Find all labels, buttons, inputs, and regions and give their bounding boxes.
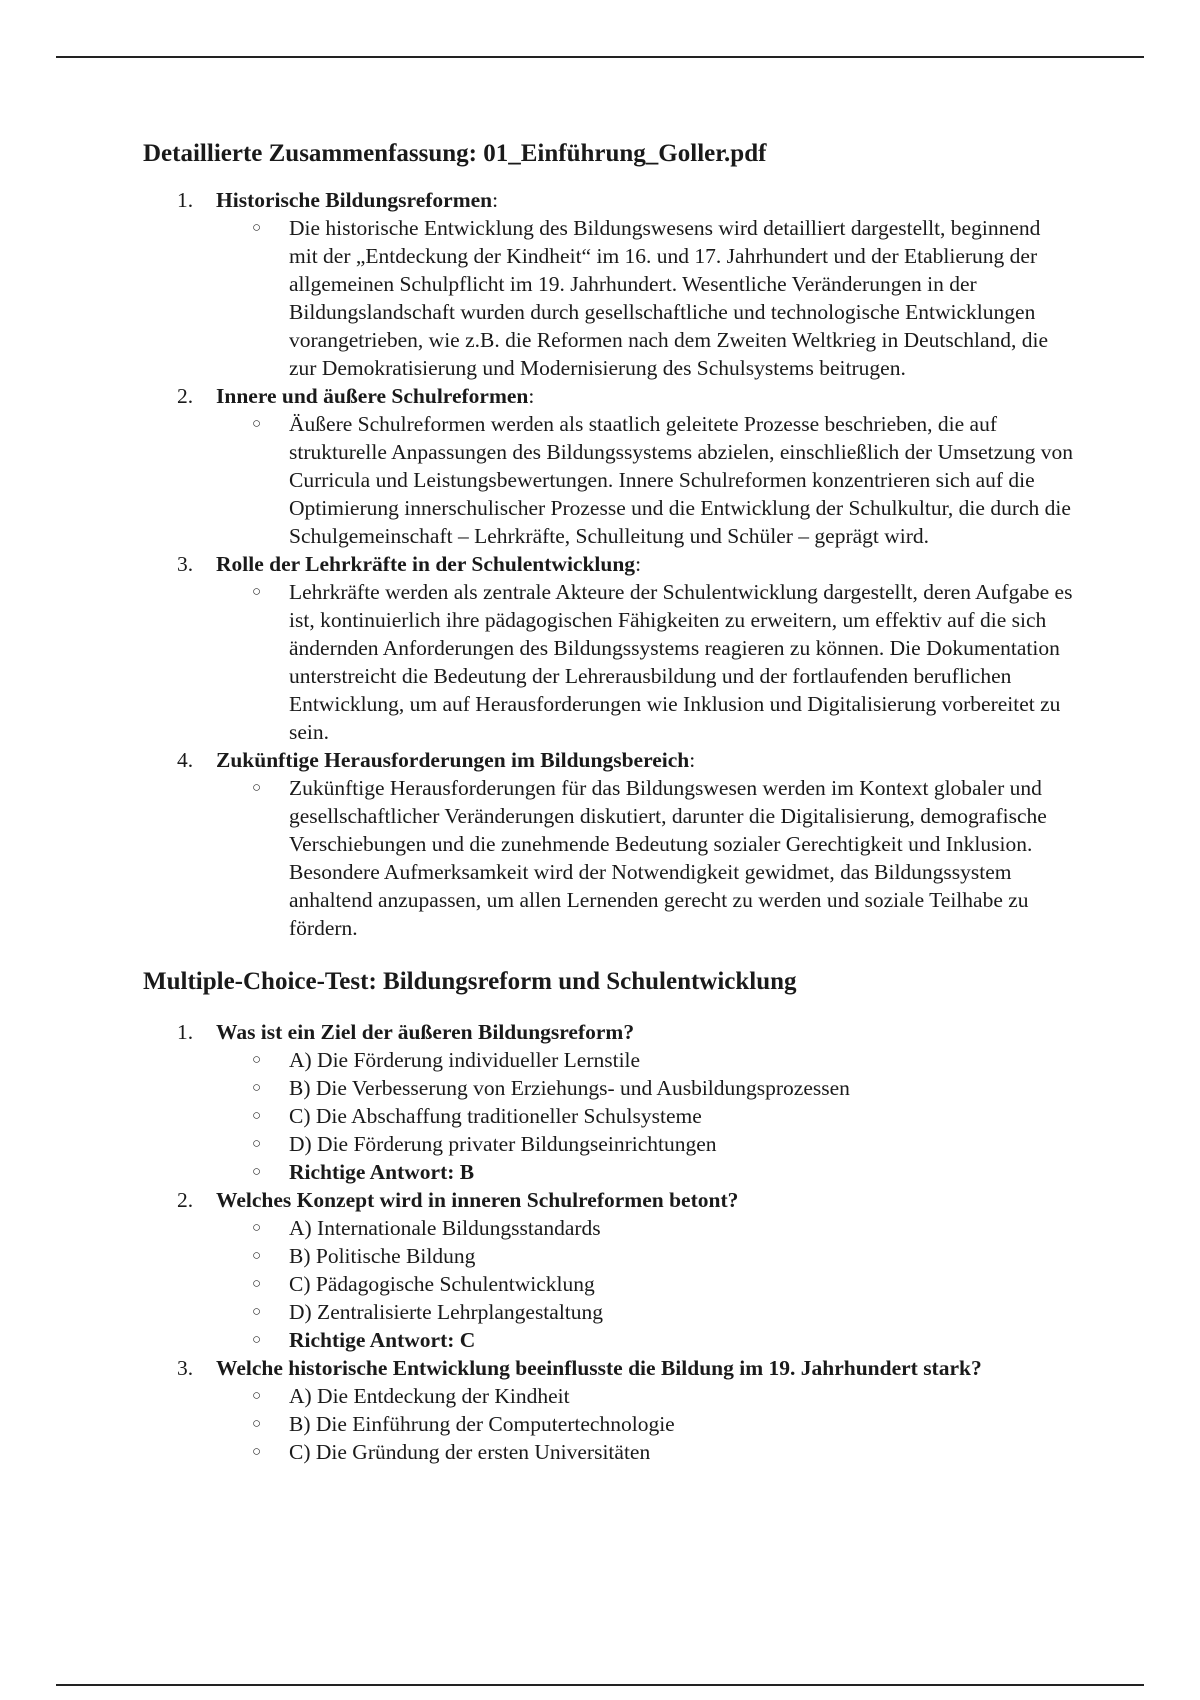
correct-answer: ○ Richtige Antwort: C [252,1328,476,1352]
question-text: Welches Konzept wird in inneren Schulreformen betont? [216,1188,739,1212]
item-heading: Rolle der Lehrkräfte in der Schulentwicklung [216,552,636,576]
item-heading: Historische Bildungsreformen [216,188,493,212]
answer-option: ○ B) Politische Bildung [252,1244,476,1268]
bullet-icon: ○ [252,1416,262,1432]
bullet-icon: ○ [252,584,262,600]
bullet-icon: ○ [252,1444,262,1460]
question-number: 2. [177,1188,194,1212]
bullet-icon: ○ [252,1220,262,1236]
bullet-icon: ○ [252,1332,262,1348]
answer-option: ○ C) Pädagogische Schulentwicklung [252,1272,595,1296]
answer-option: ○ A) Internationale Bildungsstandards [252,1216,601,1240]
bullet-icon: ○ [252,1108,262,1124]
answer-option: ○ A) Die Entdeckung der Kindheit [252,1384,570,1408]
answer-option: ○ D) Die Förderung privater Bildungseinrichtungen [252,1132,717,1156]
summary-item: 1. Historische Bildungsreformen: ○ Die historische Entwicklung des Bildungswesens wird detailliert dargestellt, beginnend mit der „Entdeckung der Kindheit“ im 16. und 17. Jahrhundert und der Etablierung der allgemeinen Schulpflicht im 19. Jahrhundert. Wesentliche Veränderungen in der Bildungslandschaft wurden durch gesellschaftliche und technologische Entwicklungen vorangetrieben, wie z.B. die Reformen nach dem Zweiten Weltkrieg in Deutschland, die zur Demokratisierung und Modernisierung des Schulsystems beitrugen. [143,186,1073,382]
summary-list [143,186,1073,942]
item-heading: Innere und äußere Schulreformen [216,384,529,408]
quiz-question [143,1018,1073,1186]
item-text: ○ Die historische Entwicklung des Bildungswesens wird detailliert dargestellt, beginnend mit der „Entdeckung der Kindheit“ im 16. und 17. Jahrhundert und der Etablierung der allgemeinen Schulpflicht im 19. Jahrhundert. Wesentliche Veränderungen in der Bildungslandschaft wurden durch gesellschaftliche und technologische Entwicklungen vorangetrieben, wie z.B. die Reformen nach dem Zweiten Weltkrieg in Deutschland, die zur Demokratisierung und Modernisierung des Schulsystems beitrugen. [252,216,1049,380]
quiz-question [143,1354,1073,1466]
bullet-icon: ○ [252,1304,262,1320]
answer-option: ○ C) Die Gründung der ersten Universitäten [252,1440,651,1464]
bullet-icon: ○ [252,1276,262,1292]
summary-title: Detaillierte Zusammenfassung: 01_Einführung_Goller.pdf [143,140,767,167]
correct-answer: ○ Richtige Antwort: B [252,1160,475,1184]
document-body [143,138,1073,1466]
question-text: Was ist ein Ziel der äußeren Bildungsreform? [216,1020,635,1044]
quiz-title: Multiple-Choice-Test: Bildungsreform und Schulentwicklung [143,968,797,995]
quiz-list [143,1018,1073,1466]
item-number: 4. [177,748,194,772]
item-number: 3. [177,552,194,576]
item-number: 1. [177,188,194,212]
item-text: ○ Äußere Schulreformen werden als staatlich geleitete Prozesse beschrieben, die auf strukturelle Anpassungen des Bildungssystems abzielen, einschließlich der Umsetzung von Curricula und Leistungsbewertungen. Innere Schulreformen konzentrieren sich auf die Optimierung innerschulischer Prozesse und die Entwicklung der Schulkultur, die durch die Schulgemeinschaft – Lehrkräfte, Schulleitung und Schüler – geprägt wird. [252,412,1074,548]
summary-item: 3. Rolle der Lehrkräfte in der Schulentwicklung: ○ Lehrkräfte werden als zentrale Akteure der Schulentwicklung dargestellt, deren Aufgabe es ist, kontinuierlich ihre pädagogischen Fähigkeiten zu erweitern, um effektiv auf die sich ändernden Anforderungen des Bildungssystems reagieren zu können. Die Dokumentation unterstreicht die Bedeutung der Lehrerausbildung und der fortlaufenden beruflichen Entwicklung, um auf Herausforderungen wie Inklusion und Digitalisierung vorbereitet zu sein. [177,552,1073,744]
bullet-icon: ○ [252,1080,262,1096]
answer-option: ○ C) Die Abschaffung traditioneller Schulsysteme [252,1104,702,1128]
bullet-icon: ○ [252,1248,262,1264]
bullet-icon: ○ [252,1136,262,1152]
item-text: ○ Lehrkräfte werden als zentrale Akteure der Schulentwicklung dargestellt, deren Aufgabe es ist, kontinuierlich ihre pädagogischen Fähigkeiten zu erweitern, um effektiv auf die sich ändernden Anforderungen des Bildungssystems reagieren zu können. Die Dokumentation unterstreicht die Bedeutung der Lehrerausbildung und der fortlaufenden beruflichen Entwicklung, um auf Herausforderungen wie Inklusion und Digitalisierung vorbereitet zu sein. [252,580,1073,744]
answer-option: ○ D) Zentralisierte Lehrplangestaltung [252,1300,604,1324]
answer-option: ○ B) Die Einführung der Computertechnologie [252,1412,675,1436]
item-text: ○ Zukünftige Herausforderungen für das Bildungswesen werden im Kontext globaler und gesellschaftlicher Veränderungen diskutiert, darunter die Digitalisierung, demografische Verschiebungen und die zunehmende Bedeutung sozialer Gerechtigkeit und Inklusion. Besondere Aufmerksamkeit wird der Notwendigkeit gewidmet, das Bildungssystem anhaltend anzupassen, um allen Lernenden gerecht zu werden und soziale Teilhabe zu fördern. [252,776,1047,940]
answer-option: ○ A) Die Förderung individueller Lernstile [252,1048,641,1072]
bullet-icon: ○ [252,220,262,236]
bullet-icon: ○ [252,416,262,432]
item-number: 2. [177,384,194,408]
question-number: 1. [177,1020,194,1044]
answer-option: ○ B) Die Verbesserung von Erziehungs- und Ausbildungsprozessen [252,1076,850,1100]
bullet-icon: ○ [252,780,262,796]
quiz-question [143,1186,1073,1354]
bullet-icon: ○ [252,1052,262,1068]
summary-item: 2. Innere und äußere Schulreformen: ○ Äußere Schulreformen werden als staatlich geleitete Prozesse beschrieben, die auf strukturelle Anpassungen des Bildungssystems abzielen, einschließlich der Umsetzung von Curricula und Leistungsbewertungen. Innere Schulreformen konzentrieren sich auf die Optimierung innerschulischer Prozesse und die Entwicklung der Schulkultur, die durch die Schulgemeinschaft – Lehrkräfte, Schulleitung und Schüler – geprägt wird. [177,384,1074,548]
bullet-icon: ○ [252,1388,262,1404]
item-heading: Zukünftige Herausforderungen im Bildungsbereich [216,748,690,772]
bullet-icon: ○ [252,1164,262,1180]
top-rule [56,56,1144,58]
bottom-rule [56,1684,1144,1686]
question-text: Welche historische Entwicklung beeinflusste die Bildung im 19. Jahrhundert stark? [216,1356,982,1380]
question-number: 3. [177,1356,194,1380]
summary-item: 4. Zukünftige Herausforderungen im Bildungsbereich: ○ Zukünftige Herausforderungen für das Bildungswesen werden im Kontext globaler und gesellschaftlicher Veränderungen diskutiert, darunter die Digitalisierung, demografische Verschiebungen und die zunehmende Bedeutung sozialer Gerechtigkeit und Inklusion. Besondere Aufmerksamkeit wird der Notwendigkeit gewidmet, das Bildungssystem anhaltend anzupassen, um allen Lernenden gerecht zu werden und soziale Teilhabe zu fördern. [143,746,1073,942]
